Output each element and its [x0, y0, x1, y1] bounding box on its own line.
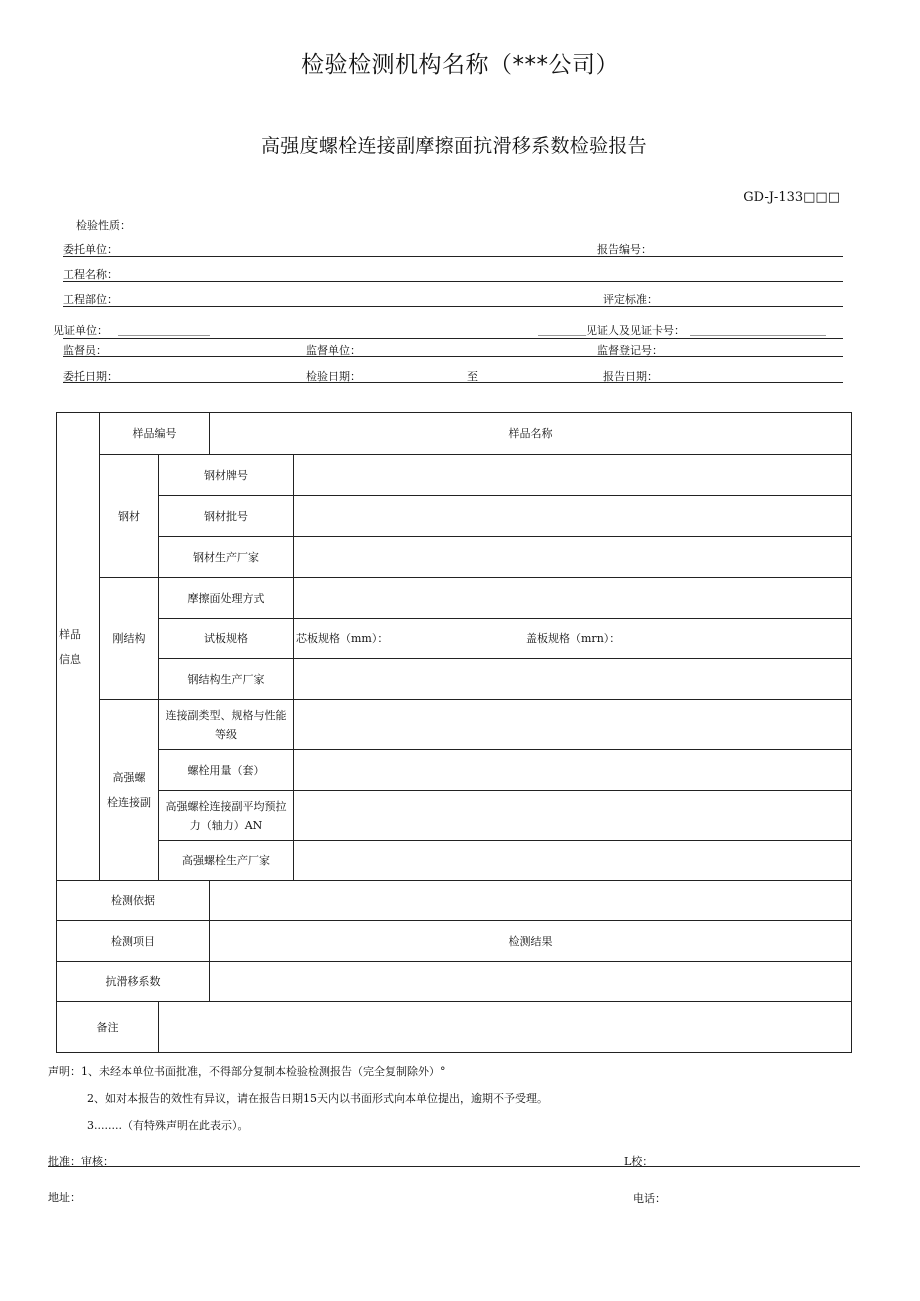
sample-info-label: 样品	[59, 627, 81, 641]
sample-info-table	[56, 412, 852, 1053]
slip-coefficient-label: 抗滑移系数	[57, 962, 210, 1002]
client-label: 委托单位：	[63, 243, 118, 256]
steel-batch-label: 钢材批号	[159, 496, 294, 537]
connector-type-label: 连接副类型、规格与性能 等级	[159, 700, 294, 750]
avg-pretension-label: 高强螺栓连接副平均预拉 力（轴力）AN	[159, 791, 294, 841]
sample-name-header: 样品名称	[210, 413, 852, 455]
test-basis-label: 检测依据	[57, 881, 210, 921]
statement-3: 3........（有特殊声明在此表示）。	[87, 1119, 249, 1132]
sample-info-cell	[57, 413, 100, 881]
approve-review-label: 批准：审核：	[48, 1155, 114, 1168]
divider	[63, 281, 843, 282]
divider	[63, 338, 843, 339]
test-basis-value	[210, 881, 852, 921]
report-title: 高强度螺栓连接副摩擦面抗滑移系数检验报告	[260, 135, 647, 157]
steel-maker-value	[294, 537, 852, 578]
cover-plate-spec-label: 盖板规格（mrn）：	[526, 632, 621, 645]
test-plate-spec-label: 试板规格	[159, 619, 294, 659]
hsb-label: 栓连接副	[107, 796, 151, 809]
bolt-qty-label: 螺栓用量（套）	[159, 750, 294, 791]
inspection-nature-label: 检验性质：	[76, 219, 131, 232]
evaluation-standard-label: 评定标准：	[603, 293, 658, 306]
divider	[63, 306, 843, 307]
bolt-maker-label: 高强螺栓生产厂家	[159, 841, 294, 881]
steel-grade-value	[294, 455, 852, 496]
avg-pretension-value	[294, 791, 852, 841]
organization-title: 检验检测机构名称（***公司）	[301, 52, 619, 78]
divider	[63, 382, 843, 383]
statement-1: 声明：1、未经本单位书面批准，不得部分复制本检验检测报告（完全复制除外）°	[48, 1065, 446, 1078]
proofread-label: L校：	[624, 1155, 654, 1168]
bolt-qty-value	[294, 750, 852, 791]
witness-unit-label: 见证单位：	[53, 324, 108, 337]
witness-card-underline	[690, 335, 826, 336]
sample-no-header: 样品编号	[100, 413, 210, 455]
divider	[63, 256, 843, 257]
remarks-value	[159, 1002, 852, 1053]
test-date-label: 检验日期：	[306, 370, 361, 383]
project-part-label: 工程部位：	[63, 293, 118, 306]
hsb-label: 高强螺	[112, 771, 146, 784]
core-plate-spec-label: 芯板规格（mm）：	[296, 632, 389, 645]
witness-person-label: 见证人及见证卡号：	[586, 324, 685, 337]
statement-2: 2、如对本报告的效性有异议，请在报告日期15天内以书面形式向本单位提出，逾期不予受理。	[87, 1092, 548, 1105]
steel-structure-group-label: 刚结构	[100, 578, 159, 700]
steel-batch-value	[294, 496, 852, 537]
test-plate-spec-value	[294, 619, 852, 659]
steel-grade-label: 钢材牌号	[159, 455, 294, 496]
report-date-label: 报告日期：	[603, 370, 658, 383]
bolt-maker-value	[294, 841, 852, 881]
report-no-label: 报告编号：	[597, 243, 652, 256]
slip-coefficient-value	[210, 962, 852, 1002]
commission-date-label: 委托日期：	[63, 370, 118, 383]
remarks-label: 备注	[57, 1002, 159, 1053]
signature-line	[48, 1166, 860, 1167]
witness-underline	[538, 335, 586, 336]
supervision-unit-label: 监督单位：	[306, 344, 361, 357]
witness-unit-underline	[118, 335, 210, 336]
address-label: 地址：	[48, 1191, 81, 1204]
test-item-header: 检测项目	[57, 921, 210, 962]
structure-maker-label: 钢结构生产厂家	[159, 659, 294, 700]
friction-treatment-label: 摩擦面处理方式	[159, 578, 294, 619]
friction-treatment-value	[294, 578, 852, 619]
date-to-label: 至	[467, 370, 478, 383]
structure-maker-value	[294, 659, 852, 700]
divider	[63, 356, 843, 357]
steel-maker-label: 钢材生产厂家	[159, 537, 294, 578]
hsb-group-label	[100, 700, 159, 881]
form-code: GD-J-133□□□	[743, 190, 840, 205]
connector-type-value	[294, 700, 852, 750]
sample-info-label: 信息	[59, 652, 81, 666]
test-result-header: 检测结果	[210, 921, 852, 962]
supervisor-label: 监督员：	[63, 344, 107, 357]
phone-label: 电话：	[633, 1192, 666, 1205]
supervision-reg-no-label: 监督登记号：	[597, 344, 663, 357]
project-name-label: 工程名称：	[63, 268, 118, 281]
steel-group-label: 钢材	[100, 455, 159, 578]
